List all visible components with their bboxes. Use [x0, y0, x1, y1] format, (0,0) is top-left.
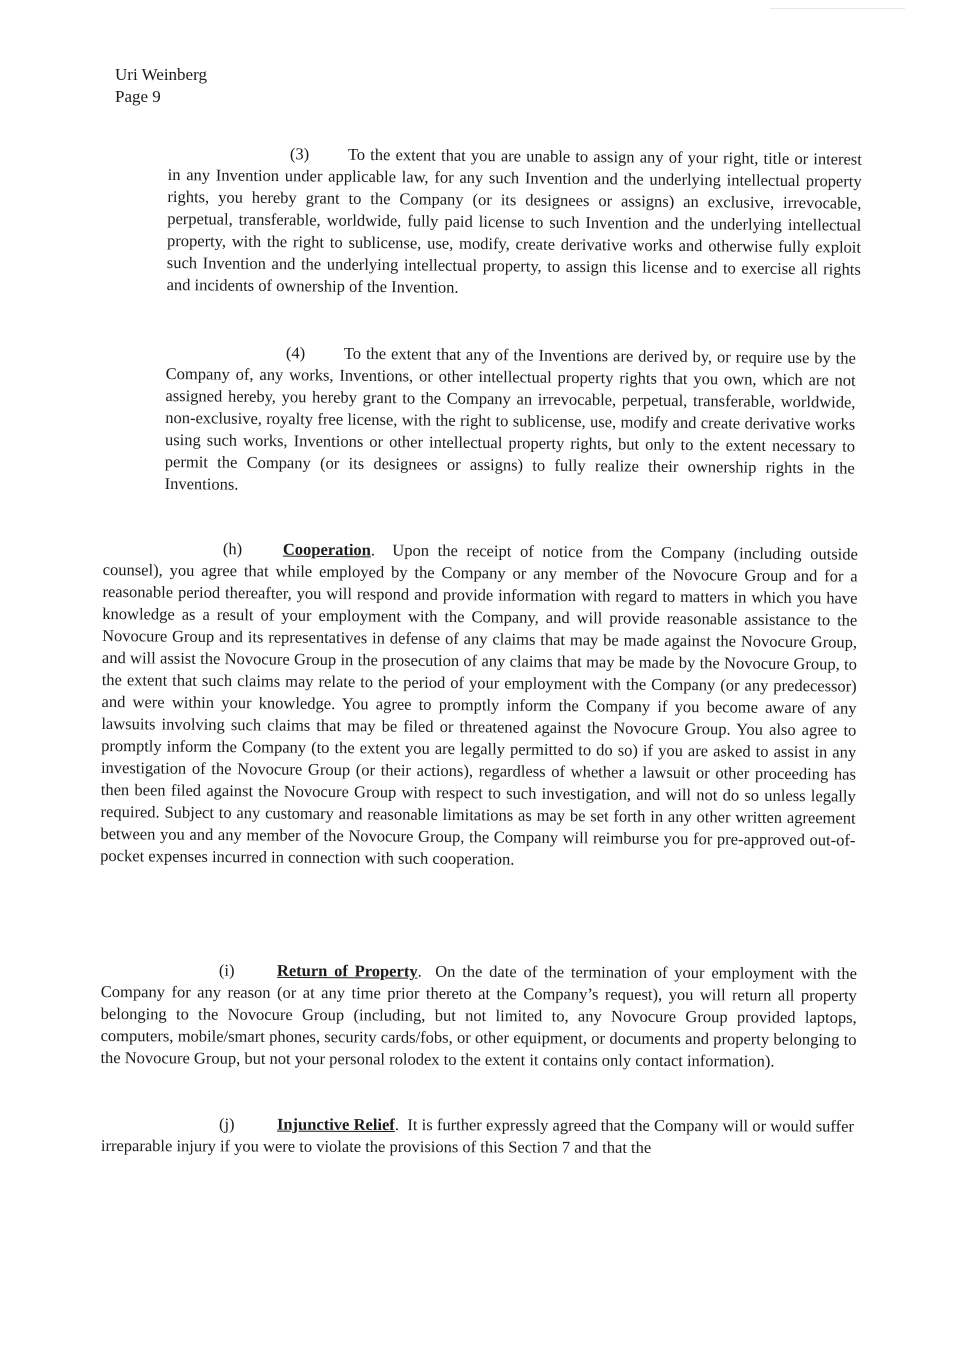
- section-number: (h): [222, 539, 243, 559]
- section-heading: Injunctive Relief: [276, 1114, 395, 1135]
- section-j-injunctive-relief: (j) Injunctive Relief. It is further expressly agreed that the Company will or would suffer irreparable injury if you were to violate the provisions of this Section 7 and that the: [100, 1114, 854, 1157]
- section-heading: Cooperation: [282, 539, 371, 560]
- section-text: On the date of the termination of your employment with the Company for any reason (or at any time prior thereto at the Company’s request), you will return all property belonging to the Novocure Group (including, but not limited to, any Novocure Group provided laptops, computers, mobile/smart phones, security cards/fobs, or other equipment, or documents and property belonging to the Novocure Group, but not your personal rolodex to the extent it contains only contact information).: [100, 961, 857, 1071]
- section-number: (j): [218, 1114, 235, 1134]
- section-text: It is further expressly agreed that the Company will or would suffer irreparable injury if you were to violate the provisions of this Section 7 and that the: [100, 1115, 854, 1157]
- header-page-number: Page 9: [115, 87, 161, 106]
- section-i-return-of-property: (i) Return of Property. On the date of the termination of your employment with the Company for any reason (or at any time prior thereto at the Company’s request), you will return all property belonging to the Novocure Group (including, but not limited to, any Novocure Group provided laptops, computers, mobile/smart phones, security cards/fobs, or other equipment, or documents and property belonging to the Novocure Group, but not your personal rolodex to the extent it contains only contact information).: [100, 960, 857, 1071]
- paragraph-number: (4): [285, 343, 306, 363]
- header-name: Uri Weinberg: [115, 65, 207, 84]
- page-header: [115, 64, 207, 108]
- paragraph-text: To the extent that you are unable to assign any of your right, title or interest in any Invention under applicable law, for any such Invention and the underlying intellectual property rights, you hereby grant to the Company (or its designees or assigns) an exclusive, irrevocable, perpetual, transferable, worldwide, fully paid license to such Invention and the underlying intellectual property, with the right to sublicense, use, modify, create derivative works and otherwise fully exploit such Invention and the underlying intellectual property, to assign this license and to exercise all rights and incidents of ownership of the Invention.: [166, 144, 862, 297]
- paragraph-4: [165, 341, 856, 502]
- paragraph-3: [167, 142, 862, 303]
- paragraph-text: To the extent that any of the Inventions are derived by, or require use by the Company of, any works, Inventions, or other intellectual property rights that you own, which are not assigned hereby, you hereby grant to the Company an irrevocable, perpetual, transferable, worldwide, non-exclusive, royalty free license, with the right to sublicense, use, modify and create derivative works using such works, Inventions or other intellectual property rights, but only to the extent necessary to permit the Company (or its designees or assigns) to fully realize their ownership rights in the Inventions.: [164, 343, 856, 494]
- scan-artifact-line: [770, 8, 905, 9]
- section-text: Upon the receipt of notice from the Company (including outside counsel), you agree that while employed by the Company or any member of the Novocure Group and for a reasonable period thereafter, you will respond and provide information with regard to matters in which you have knowledge as a result of your employment with the Company, and will provide reasonable assistance to the Novocure Group and its representatives in defense of any claims that may be made against the Novocure Group, and will assist the Novocure Group in the prosecution of any claims that may be made by the Novocure Group, to the extent that such claims may relate to the period of your employment with the Company (or any predecessor) and were within your knowledge. You agree to promptly inform the Company if you become aware of any lawsuits involving such claims that may be filed or threatened against the Novocure Group. You also agree to promptly inform the Company (to the extent you are legally permitted to do so) if you are asked to assist in any investigation of the Novocure Group (or their actions), regardless of whether a lawsuit or other proceeding has then been filed against the Novocure Group with respect to such investigation, and will not do so unless legally required. Subject to any customary and reasonable limitations as may be set forth in any other written agreement between you and any member of the Novocure Group, the Company will reimburse you for pre-approved out-of-pocket expenses incurred in connection with such cooperation.: [100, 540, 858, 869]
- section-heading: Return of Property: [276, 960, 418, 981]
- section-h-cooperation: (h) Cooperation. Upon the receipt of notice from the Company (including outside counsel), you agree that while employed by the Company or any member of the Novocure Group and for a reasonable period thereafter, you will respond and provide information with regard to matters in which you have knowledge as a result of your employment with the Company, and will provide reasonable assistance to the Novocure Group and its representatives in defense of any claims that may be made against the Novocure Group, and will assist the Novocure Group in the prosecution of any claims that may be made by the Novocure Group, to the extent that such claims may relate to the period of your employment with the Company (or any predecessor) and were within your knowledge. You agree to promptly inform the Company if you become aware of any lawsuits involving such claims that may be filed or threatened against the Novocure Group. You also agree to promptly inform the Company (to the extent you are legally permitted to do so) if you are asked to assist in any investigation of the Novocure Group (or their actions), regardless of whether a lawsuit or other proceeding has then been filed against the Novocure Group with respect to such investigation, and will not do so unless legally required. Subject to any customary and reasonable limitations as may be set forth in any other written agreement between you and any member of the Novocure Group, the Company will reimburse you for pre-approved out-of-pocket expenses incurred in connection with such cooperation.: [100, 539, 858, 869]
- section-number: (i): [218, 960, 235, 980]
- paragraph-number: (3): [289, 144, 310, 164]
